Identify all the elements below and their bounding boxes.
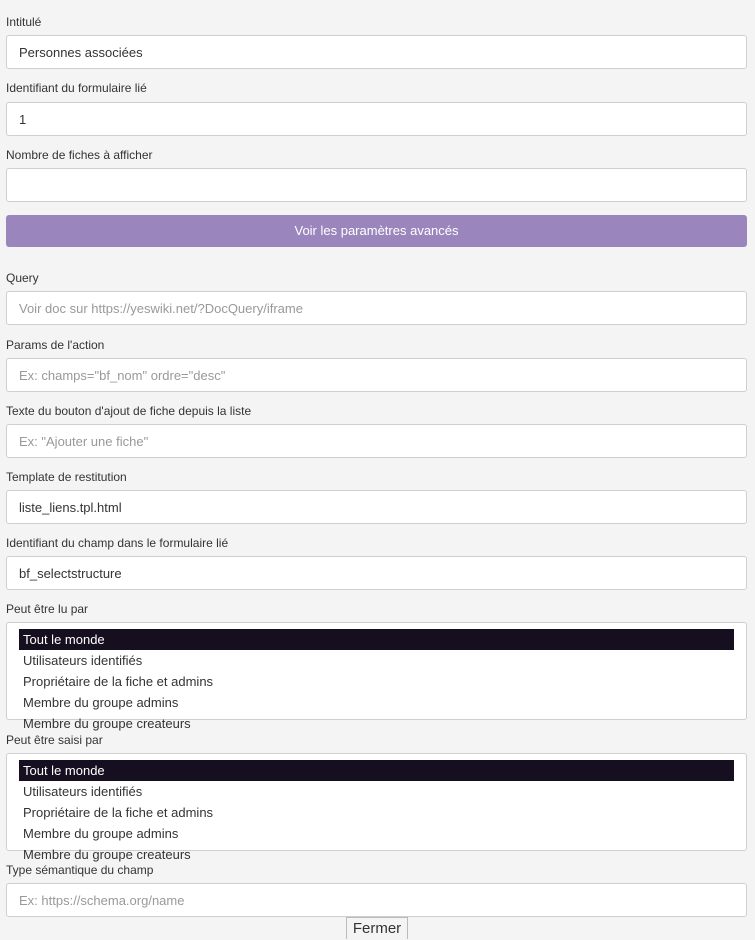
write-option[interactable]: Tout le monde bbox=[19, 760, 734, 781]
title-input[interactable] bbox=[6, 35, 747, 69]
close-button[interactable]: Fermer bbox=[346, 917, 408, 939]
write-option[interactable]: Propriétaire de la fiche et admins bbox=[23, 805, 214, 820]
advanced-params-button[interactable]: Voir les paramètres avancés bbox=[6, 215, 747, 247]
count-input[interactable] bbox=[6, 168, 747, 202]
write-option[interactable]: Membre du groupe admins bbox=[23, 826, 179, 841]
read-option[interactable]: Membre du groupe admins bbox=[23, 695, 179, 710]
semantic-type-label: Type sémantique du champ bbox=[6, 863, 154, 877]
write-access-listbox[interactable] bbox=[6, 753, 747, 862]
field-id-input[interactable] bbox=[6, 556, 747, 590]
write-option[interactable]: Membre du groupe createurs bbox=[23, 847, 191, 862]
read-option[interactable]: Utilisateurs identifiés bbox=[23, 653, 143, 668]
semantic-type-input[interactable] bbox=[6, 883, 747, 917]
title-label: Intitulé bbox=[6, 15, 42, 29]
params-label: Params de l'action bbox=[6, 338, 105, 352]
field-id-label: Identifiant du champ dans le formulaire lié bbox=[6, 536, 229, 550]
query-input[interactable] bbox=[6, 291, 747, 325]
read-option[interactable]: Propriétaire de la fiche et admins bbox=[23, 674, 214, 689]
read-access-listbox[interactable] bbox=[6, 622, 747, 731]
read-access-label: Peut être lu par bbox=[6, 602, 89, 616]
count-label: Nombre de fiches à afficher bbox=[6, 148, 153, 162]
add-button-text-input[interactable] bbox=[6, 424, 747, 458]
form-id-label: Identifiant du formulaire lié bbox=[6, 81, 147, 95]
form-id-input[interactable] bbox=[6, 102, 747, 136]
write-option[interactable]: Utilisateurs identifiés bbox=[23, 784, 143, 799]
query-label: Query bbox=[6, 271, 39, 285]
params-input[interactable] bbox=[6, 358, 747, 392]
write-access-label: Peut être saisi par bbox=[6, 733, 103, 747]
add-button-text-label: Texte du bouton d'ajout de fiche depuis la liste bbox=[6, 404, 252, 418]
read-option[interactable]: Membre du groupe createurs bbox=[23, 716, 191, 731]
read-option[interactable]: Tout le monde bbox=[19, 629, 734, 650]
template-input[interactable] bbox=[6, 490, 747, 524]
template-label: Template de restitution bbox=[6, 470, 127, 484]
